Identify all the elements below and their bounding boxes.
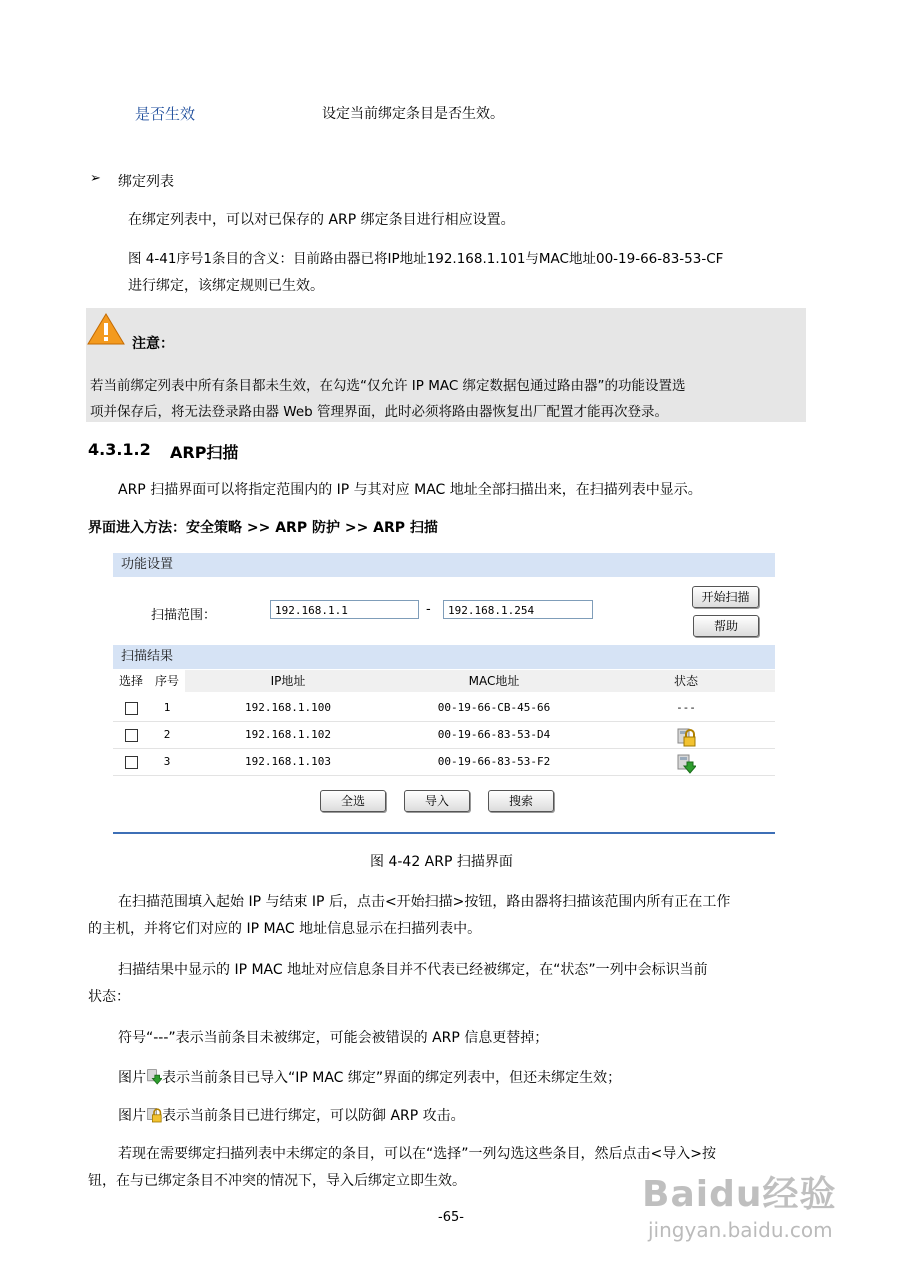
row-mac: 00-19-66-83-53-D4 xyxy=(437,728,551,741)
ip-start-input[interactable]: 192.168.1.1 xyxy=(270,600,419,619)
note-line2: 项并保存后，将无法登录路由器 Web 管理界面，此时必须将路由器恢复出厂配置才能再次登录。 xyxy=(90,404,669,420)
table-row xyxy=(113,749,775,776)
note-box xyxy=(86,308,806,422)
body-p5 xyxy=(118,1105,465,1125)
col-select: 选择 xyxy=(113,670,150,692)
row-ip: 192.168.1.100 xyxy=(244,701,332,714)
section-intro: ARP 扫描界面可以将指定范围内的 IP 与其对应 MAC 地址全部扫描出来，在扫描列表中显示。 xyxy=(118,482,702,498)
func-settings-header: 功能设置 xyxy=(113,553,775,577)
param-label: 是否生效 xyxy=(135,105,196,123)
row-ip: 192.168.1.103 xyxy=(244,755,332,768)
row-mac: 00-19-66-83-53-F2 xyxy=(437,755,551,768)
col-mac: MAC地址 xyxy=(391,670,598,692)
search-button[interactable]: 搜索 xyxy=(488,790,554,812)
row-mac: 00-19-66-CB-45-66 xyxy=(437,701,551,714)
body-p1-line1: 在扫描范围填入起始 IP 与结束 IP 后，点击<开始扫描>按钮，路由器将扫描该范围内所有正在工作 xyxy=(118,894,731,910)
warning-icon xyxy=(86,312,126,346)
body-p5-b: 表示当前条目已进行绑定，可以防御 ARP 攻击。 xyxy=(162,1108,465,1124)
import-icon xyxy=(146,1067,162,1085)
param-desc: 设定当前绑定条目是否生效。 xyxy=(322,106,504,122)
body-p6-line1: 若现在需要绑定扫描列表中未绑定的条目，可以在“选择”一列勾选这些条目，然后点击<导入>按 xyxy=(118,1146,716,1162)
body-p3: 符号“---”表示当前条目未被绑定，可能会被错误的 ARP 信息更替掉； xyxy=(118,1030,549,1046)
figure-caption: 图 4-42 ARP 扫描界面 xyxy=(370,854,513,870)
binding-list-p2-line1: 图 4-41序号1条目的含义：目前路由器已将IP地址192.168.1.101与MAC地址00-19-66-83-53-CF xyxy=(128,251,724,267)
select-all-button[interactable]: 全选 xyxy=(320,790,386,812)
help-button[interactable]: 帮助 xyxy=(693,615,759,637)
lock-icon xyxy=(676,725,696,747)
section-title: ARP扫描 xyxy=(170,443,239,462)
range-dash: - xyxy=(426,602,431,617)
start-scan-button[interactable]: 开始扫描 xyxy=(692,586,759,608)
row-status: --- xyxy=(676,701,696,714)
col-no: 序号 xyxy=(149,670,186,692)
binding-list-p2-line2: 进行绑定，该绑定规则已生效。 xyxy=(128,278,324,294)
page-number: -65- xyxy=(438,1210,464,1225)
bullet-arrow-icon: ➢ xyxy=(90,171,101,186)
row-checkbox[interactable] xyxy=(125,729,138,742)
row-checkbox[interactable] xyxy=(125,702,138,715)
import-button[interactable]: 导入 xyxy=(404,790,470,812)
note-title: 注意： xyxy=(132,336,174,352)
body-p2-line1: 扫描结果中显示的 IP MAC 地址对应信息条目并不代表已经被绑定，在“状态”一列中会标识当前 xyxy=(118,962,708,978)
import-icon xyxy=(676,752,696,774)
lock-icon xyxy=(146,1105,162,1123)
row-no: 1 xyxy=(163,701,171,714)
body-p4-a: 图片 xyxy=(118,1070,146,1086)
body-p1-line2: 的主机，并将它们对应的 IP MAC 地址信息显示在扫描列表中。 xyxy=(88,921,482,937)
body-p4-b: 表示当前条目已导入“IP MAC 绑定”界面的绑定列表中，但还未绑定生效； xyxy=(162,1070,622,1086)
row-checkbox[interactable] xyxy=(125,756,138,769)
body-p4 xyxy=(118,1067,621,1087)
watermark-url: jingyan.baidu.com xyxy=(648,1218,833,1242)
watermark-brand: Baidu经验 xyxy=(642,1174,837,1215)
scan-range-label: 扫描范围： xyxy=(151,608,217,623)
binding-list-heading: 绑定列表 xyxy=(118,174,174,190)
scan-results-header: 扫描结果 xyxy=(113,645,775,669)
table-row xyxy=(113,695,775,722)
binding-list-p1: 在绑定列表中，可以对已保存的 ARP 绑定条目进行相应设置。 xyxy=(128,212,515,228)
body-p5-a: 图片 xyxy=(118,1108,146,1124)
row-no: 2 xyxy=(163,728,171,741)
row-no: 3 xyxy=(163,755,171,768)
section-number: 4.3.1.2 xyxy=(88,440,151,459)
body-p6-line2: 钮，在与已绑定条目不冲突的情况下，导入后绑定立即生效。 xyxy=(88,1173,466,1189)
note-line1: 若当前绑定列表中所有条目都未生效，在勾选“仅允许 IP MAC 绑定数据包通过路由器”的功能设置选 xyxy=(90,378,686,394)
nav-path: 界面进入方法：安全策略 >> ARP 防护 >> ARP 扫描 xyxy=(88,520,438,536)
col-ip: IP地址 xyxy=(185,670,392,692)
body-p2-line2: 状态： xyxy=(88,989,130,1005)
table-header xyxy=(113,670,775,694)
arp-scan-panel xyxy=(113,550,775,834)
row-ip: 192.168.1.102 xyxy=(244,728,332,741)
table-row xyxy=(113,722,775,749)
ip-end-input[interactable]: 192.168.1.254 xyxy=(443,600,593,619)
col-status: 状态 xyxy=(597,670,776,692)
